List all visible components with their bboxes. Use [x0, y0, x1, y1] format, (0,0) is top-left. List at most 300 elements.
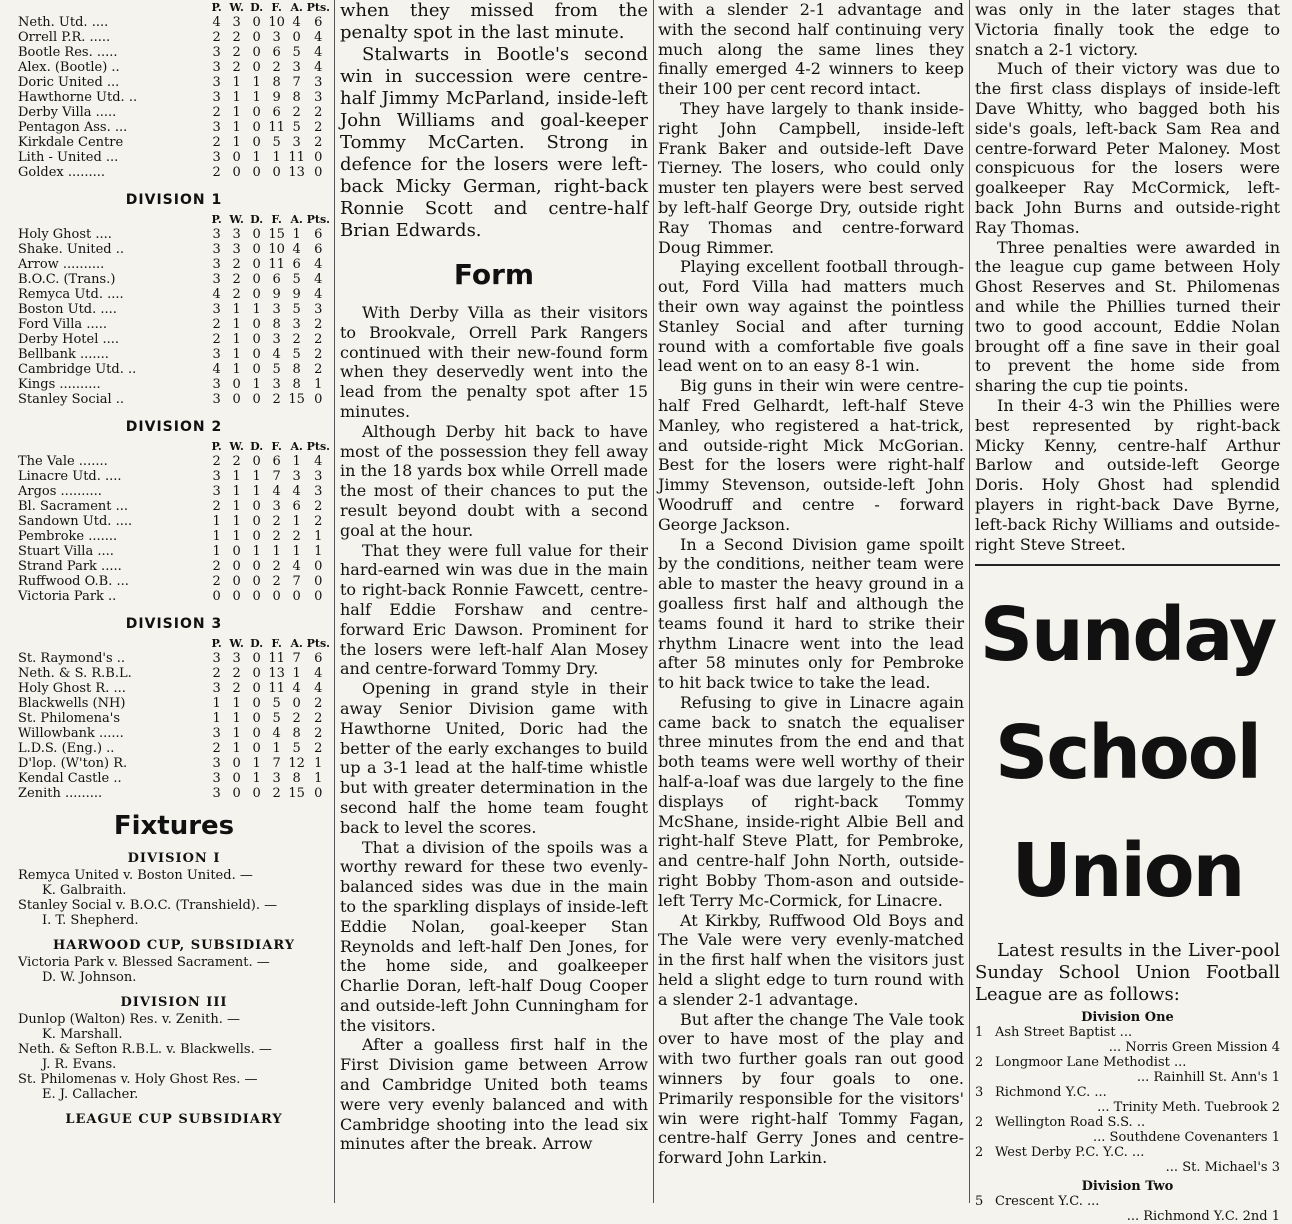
article-paragraph: That they were full value for their hard-earned win was due in the main to right-back Ronnie Fawcett, centre-half Eddie Forshaw and centre-forward Eric Dawson. Prominent for the losers were left-half Alan Mosey and centre-forward Tommy Dry.	[340, 540, 648, 679]
stat-p: 3	[212, 484, 221, 499]
team-name: Linacre Utd. ....	[18, 469, 122, 484]
fixture-match: Remyca United v. Boston United. —	[18, 868, 253, 883]
stat-d: 0	[252, 681, 261, 696]
table-row	[18, 771, 330, 786]
results-intro: Latest results in the Liver-pool Sunday School Union Football League are as follows:	[975, 940, 1280, 1006]
headline-line: Union	[1011, 828, 1244, 915]
fixture-referee: J. R. Evans.	[42, 1057, 117, 1072]
stat-f: 5	[272, 135, 281, 150]
column-header-a: A.	[290, 213, 303, 226]
article-paragraph: when they missed from the penalty spot in the last minute.	[340, 0, 648, 43]
stat-f: 3	[272, 771, 281, 786]
stat-w: 1	[232, 469, 241, 484]
team-name: Kings ..........	[18, 377, 101, 392]
away-score: 1	[1271, 1130, 1280, 1146]
stat-f: 7	[272, 469, 281, 484]
stat-f: 4	[272, 726, 281, 741]
stat-w: 2	[232, 60, 241, 75]
stat-p: 3	[212, 302, 221, 317]
stat-f: 1	[272, 741, 281, 756]
stat-pts: 4	[314, 666, 323, 681]
division-2-heading: DIVISION 2	[125, 419, 223, 435]
result-away	[975, 1100, 1280, 1115]
results-division-heading: Division Two	[1081, 1179, 1174, 1195]
fixture-referee: I. T. Shepherd.	[42, 913, 139, 928]
column-header-f: F.	[271, 213, 282, 226]
stat-w: 2	[232, 287, 241, 302]
stat-p: 3	[212, 150, 221, 165]
column-header-p: P.	[211, 637, 222, 650]
team-name: Kendal Castle ..	[18, 771, 122, 786]
stat-p: 3	[212, 771, 221, 786]
team-name: Holy Ghost ....	[18, 227, 112, 242]
stat-w: 2	[232, 45, 241, 60]
division-1-table	[18, 212, 330, 407]
stat-pts: 1	[314, 544, 323, 559]
home-score: 2	[975, 1115, 984, 1131]
stat-d: 0	[252, 651, 261, 666]
stat-f: 5	[272, 696, 281, 711]
stat-a: 15	[288, 786, 305, 801]
stat-p: 3	[212, 681, 221, 696]
division-1-heading: DIVISION 1	[125, 192, 223, 208]
stat-pts: 2	[314, 726, 323, 741]
stat-a: 4	[292, 681, 301, 696]
team-name: Blackwells (NH)	[18, 696, 126, 711]
result-home	[975, 1115, 1280, 1130]
stat-f: 3	[272, 499, 281, 514]
stat-d: 0	[252, 165, 261, 180]
stat-d: 0	[252, 786, 261, 801]
stat-pts: 3	[314, 90, 323, 105]
stat-p: 3	[212, 377, 221, 392]
stat-pts: 2	[314, 362, 323, 377]
article-paragraph: In their 4-3 win the Phillies were best represented by right-back Micky Kenny, centre-half Arthur Barlow and outside-left George Doris. Holy Ghost had splendid players in right-back Dave Byrne, left-back Richy Williams and outside-right Steve Street.	[975, 395, 1280, 554]
stat-f: 2	[272, 559, 281, 574]
stat-a: 4	[292, 242, 301, 257]
article-column-3	[658, 0, 964, 1203]
team-name: Pentagon Ass. ...	[18, 120, 128, 135]
table-row	[18, 786, 330, 801]
stat-p: 2	[212, 454, 221, 469]
table-row	[18, 150, 330, 165]
stat-pts: 6	[314, 15, 323, 30]
stat-w: 0	[232, 165, 241, 180]
stat-pts: 4	[314, 30, 323, 45]
column-header-d: D.	[250, 637, 264, 650]
stat-w: 3	[232, 227, 241, 242]
article-paragraph: With Derby Villa as their visitors to Brookvale, Orrell Park Rangers continued with their new-found form when they deservedly went into the lead from the penalty spot after 15 minutes.	[340, 303, 648, 421]
stat-d: 0	[252, 711, 261, 726]
team-name: L.D.S. (Eng.) ..	[18, 741, 115, 756]
stat-a: 8	[292, 377, 301, 392]
stat-w: 3	[232, 242, 241, 257]
stat-f: 9	[272, 90, 281, 105]
stat-f: 8	[272, 317, 281, 332]
stat-w: 1	[232, 529, 241, 544]
team-name: Holy Ghost R. ...	[18, 681, 126, 696]
stat-pts: 0	[314, 392, 323, 407]
stat-d: 0	[252, 317, 261, 332]
article-column-4	[975, 0, 1280, 1224]
fixture-match: St. Philomenas v. Holy Ghost Res. —	[18, 1072, 258, 1087]
stat-a: 4	[292, 484, 301, 499]
stat-p: 3	[212, 257, 221, 272]
stat-f: 5	[272, 711, 281, 726]
stat-pts: 4	[314, 272, 323, 287]
result-item	[975, 1055, 1280, 1085]
result-home	[975, 1055, 1280, 1070]
stat-w: 0	[232, 559, 241, 574]
team-name: Shake. United ..	[18, 242, 124, 257]
league-tables-column	[18, 0, 330, 1203]
stat-a: 6	[292, 257, 301, 272]
away-team: ... Norris Green Mission	[1108, 1040, 1268, 1056]
fixture-group-heading: DIVISION I	[127, 851, 221, 866]
stat-f: 3	[272, 30, 281, 45]
table-row	[18, 257, 330, 272]
stat-w: 1	[232, 484, 241, 499]
table-row	[18, 272, 330, 287]
stat-pts: 3	[314, 302, 323, 317]
senior-division-table	[18, 0, 330, 180]
fixture-referee: K. Marshall.	[42, 1027, 123, 1042]
stat-w: 1	[232, 135, 241, 150]
stat-a: 2	[292, 711, 301, 726]
result-away	[975, 1130, 1280, 1145]
home-team: Wellington Road S.S. ..	[995, 1115, 1146, 1131]
team-name: Derby Villa .....	[18, 105, 117, 120]
stat-p: 3	[212, 786, 221, 801]
home-score: 5	[975, 1194, 984, 1210]
article-paragraph: They have largely to thank inside-right John Campbell, inside-left Frank Baker and outside-left Dave Tierney. The losers, who could only muster ten players were best served by left-half George Dry, outside right Ray Thomas and centre-forward Doug Rimmer.	[658, 98, 964, 257]
stat-d: 0	[252, 242, 261, 257]
stat-pts: 6	[314, 651, 323, 666]
stat-p: 1	[212, 544, 221, 559]
stat-pts: 2	[314, 741, 323, 756]
stat-a: 3	[292, 469, 301, 484]
stat-d: 0	[252, 514, 261, 529]
article-paragraph: Playing excellent football through-out, Ford Villa had matters much their own way against the pointless Stanley Social and after turning round with a comfortable five goals lead went on to an easy 8-1 win.	[658, 257, 964, 376]
stat-w: 3	[232, 651, 241, 666]
team-name: Doric United ...	[18, 75, 120, 90]
stat-pts: 2	[314, 499, 323, 514]
stat-w: 1	[232, 332, 241, 347]
column-header-pts: Pts.	[306, 440, 330, 453]
table-row	[18, 75, 330, 90]
stat-d: 0	[252, 362, 261, 377]
stat-f: 2	[272, 392, 281, 407]
article-paragraph: Although Derby hit back to have most of the possession they fell away in the 18 yards box while Orrell made the most of their chances to put the result beyond doubt with a second goal at the hour.	[340, 421, 648, 540]
fixtures-list	[18, 851, 330, 1127]
stat-f: 6	[272, 454, 281, 469]
table-header-row	[18, 212, 330, 227]
team-name: Ford Villa .....	[18, 317, 107, 332]
article-column-2	[340, 0, 648, 1203]
stat-d: 0	[252, 454, 261, 469]
stat-p: 2	[212, 559, 221, 574]
fixture-item	[18, 898, 330, 928]
table-row	[18, 227, 330, 242]
column-header-p: P.	[211, 213, 222, 226]
section-divider	[975, 564, 1280, 566]
result-away	[975, 1070, 1280, 1085]
fixture-group-heading: DIVISION III	[120, 995, 228, 1010]
stat-pts: 2	[314, 317, 323, 332]
stat-a: 1	[292, 227, 301, 242]
article-paragraph: with a slender 2-1 advantage and with the second half continuing very much along the same lines they finally emerged 4-2 winners to keep their 100 per cent record intact.	[658, 0, 964, 99]
table-row	[18, 347, 330, 362]
stat-d: 0	[252, 227, 261, 242]
stat-f: 8	[272, 75, 281, 90]
stat-d: 0	[252, 272, 261, 287]
away-team: ... St. Michael's	[1165, 1160, 1268, 1176]
stat-pts: 2	[314, 347, 323, 362]
header-spacer	[18, 0, 207, 15]
result-away	[975, 1209, 1280, 1224]
team-name: St. Philomena's	[18, 711, 121, 726]
result-item	[975, 1085, 1280, 1115]
stat-f: 2	[272, 514, 281, 529]
stat-p: 3	[212, 651, 221, 666]
stat-d: 0	[252, 392, 261, 407]
stat-d: 0	[252, 287, 261, 302]
table-row	[18, 45, 330, 60]
fixture-match: Victoria Park v. Blessed Sacrament. —	[18, 955, 270, 970]
stat-a: 5	[292, 272, 301, 287]
stat-w: 1	[232, 317, 241, 332]
stat-w: 1	[232, 741, 241, 756]
stat-w: 1	[232, 302, 241, 317]
result-home	[975, 1025, 1280, 1040]
stat-d: 0	[252, 574, 261, 589]
table-row	[18, 574, 330, 589]
stat-d: 0	[252, 332, 261, 347]
stat-f: 0	[272, 165, 281, 180]
stat-a: 2	[292, 332, 301, 347]
stat-p: 3	[212, 120, 221, 135]
stat-d: 1	[252, 544, 261, 559]
fixture-group-heading: HARWOOD CUP, SUBSIDIARY	[52, 938, 296, 953]
stat-d: 1	[252, 75, 261, 90]
table-row	[18, 589, 330, 604]
table-row	[18, 317, 330, 332]
stat-w: 0	[232, 574, 241, 589]
article-paragraph: Much of their victory was due to the first class displays of inside-left Dave Whitty, who bagged both his side's goals, left-back Sam Rea and centre-forward Peter Maloney. Most conspicuous for the losers were goalkeeper Ray McCormick, left-back John Burns and outside-right Ray Thomas.	[975, 59, 1280, 237]
stat-d: 0	[252, 726, 261, 741]
stat-w: 2	[232, 681, 241, 696]
stat-w: 1	[232, 105, 241, 120]
stat-pts: 2	[314, 135, 323, 150]
header-spacer	[18, 212, 207, 227]
fixture-referee: E. J. Callacher.	[42, 1087, 139, 1102]
stat-f: 11	[268, 120, 285, 135]
result-item	[975, 1145, 1280, 1175]
column-header-w: W.	[229, 1, 244, 14]
stat-a: 6	[292, 499, 301, 514]
team-name: Stanley Social ..	[18, 392, 125, 407]
stat-pts: 0	[314, 786, 323, 801]
stat-f: 9	[272, 287, 281, 302]
stat-w: 2	[232, 454, 241, 469]
form-subheading: Form	[453, 258, 535, 291]
stat-f: 2	[272, 786, 281, 801]
stat-pts: 0	[314, 150, 323, 165]
stat-w: 2	[232, 666, 241, 681]
stat-pts: 4	[314, 454, 323, 469]
stat-a: 4	[292, 559, 301, 574]
stat-a: 5	[292, 120, 301, 135]
stat-f: 5	[272, 362, 281, 377]
stat-a: 5	[292, 45, 301, 60]
column-header-f: F.	[271, 440, 282, 453]
stat-d: 0	[252, 15, 261, 30]
team-name: Victoria Park ..	[18, 589, 117, 604]
team-name: Cambridge Utd. ..	[18, 362, 137, 377]
column-header-f: F.	[271, 1, 282, 14]
team-name: Boston Utd. ....	[18, 302, 117, 317]
column-rule	[334, 0, 335, 1203]
stat-pts: 1	[314, 771, 323, 786]
stat-f: 15	[268, 227, 285, 242]
stat-pts: 4	[314, 60, 323, 75]
stat-a: 2	[292, 529, 301, 544]
division-2-table	[18, 439, 330, 604]
fixture-item	[18, 1042, 330, 1072]
fixture-match: Neth. & Sefton R.B.L. v. Blackwells. —	[18, 1042, 272, 1057]
column-header-a: A.	[290, 1, 303, 14]
stat-a: 11	[288, 150, 305, 165]
table-row	[18, 454, 330, 469]
result-item	[975, 1115, 1280, 1145]
column-header-w: W.	[229, 637, 244, 650]
stat-w: 0	[232, 150, 241, 165]
stat-f: 4	[272, 347, 281, 362]
stat-w: 1	[232, 347, 241, 362]
home-score: 3	[975, 1085, 984, 1101]
sunday-school-union-headline	[975, 576, 1280, 930]
result-item	[975, 1025, 1280, 1055]
stat-f: 2	[272, 60, 281, 75]
column-header-pts: Pts.	[306, 637, 330, 650]
stat-a: 3	[292, 60, 301, 75]
table-header-row	[18, 0, 330, 15]
away-team: ... Southdene Covenanters	[1093, 1130, 1268, 1146]
article-paragraph: In a Second Division game spoilt by the conditions, neither team were able to master the heavy ground in a goalless first half and although the teams found it hard to strike their rhythm Linacre went into the lead after 58 minutes only for Pembroke to hit back twice to take the lead.	[658, 534, 964, 693]
home-team: West Derby P.C. Y.C. ...	[995, 1145, 1145, 1161]
team-name: The Vale .......	[18, 454, 108, 469]
header-spacer	[18, 636, 207, 651]
division-3-table	[18, 636, 330, 801]
stat-p: 2	[212, 666, 221, 681]
headline-line: Sunday	[979, 592, 1276, 679]
stat-pts: 4	[314, 681, 323, 696]
stat-pts: 3	[314, 75, 323, 90]
stat-p: 2	[212, 105, 221, 120]
stat-p: 4	[212, 362, 221, 377]
stat-p: 1	[212, 529, 221, 544]
home-score: 2	[975, 1145, 984, 1161]
home-score: 1	[975, 1025, 984, 1041]
stat-w: 2	[232, 30, 241, 45]
table-row	[18, 681, 330, 696]
stat-pts: 0	[314, 574, 323, 589]
team-name: Orrell P.R. .....	[18, 30, 111, 45]
stat-w: 1	[232, 711, 241, 726]
table-row	[18, 362, 330, 377]
table-row	[18, 165, 330, 180]
header-spacer	[18, 439, 207, 454]
stat-d: 1	[252, 90, 261, 105]
stat-p: 3	[212, 90, 221, 105]
table-row	[18, 514, 330, 529]
stat-p: 3	[212, 347, 221, 362]
stat-f: 1	[272, 544, 281, 559]
stat-a: 7	[292, 651, 301, 666]
team-name: Sandown Utd. ....	[18, 514, 133, 529]
table-row	[18, 135, 330, 150]
away-score: 1	[1271, 1070, 1280, 1086]
stat-p: 1	[212, 711, 221, 726]
stat-f: 11	[268, 257, 285, 272]
team-name: Bellbank .......	[18, 347, 109, 362]
stat-pts: 2	[314, 514, 323, 529]
stat-a: 15	[288, 392, 305, 407]
result-home	[975, 1145, 1280, 1160]
team-name: B.O.C. (Trans.)	[18, 272, 116, 287]
stat-w: 0	[232, 756, 241, 771]
team-name: Bootle Res. .....	[18, 45, 118, 60]
table-row	[18, 499, 330, 514]
stat-d: 0	[252, 741, 261, 756]
column-rule	[653, 0, 654, 1203]
stat-pts: 2	[314, 120, 323, 135]
stat-p: 1	[212, 696, 221, 711]
stat-d: 0	[252, 666, 261, 681]
stat-pts: 2	[314, 711, 323, 726]
stat-a: 5	[292, 347, 301, 362]
stat-p: 2	[212, 165, 221, 180]
result-item	[975, 1194, 1280, 1224]
fixture-group-heading: LEAGUE CUP SUBSIDIARY	[65, 1112, 283, 1127]
stat-pts: 6	[314, 242, 323, 257]
stat-p: 2	[212, 30, 221, 45]
stat-d: 1	[252, 150, 261, 165]
stat-a: 12	[288, 756, 305, 771]
column-header-w: W.	[229, 440, 244, 453]
table-row	[18, 302, 330, 317]
stat-f: 13	[268, 666, 285, 681]
stat-w: 1	[232, 120, 241, 135]
fixture-referee: K. Galbraith.	[42, 883, 127, 898]
result-home	[975, 1194, 1280, 1209]
team-name: Argos ..........	[18, 484, 102, 499]
stat-f: 6	[272, 272, 281, 287]
column-header-f: F.	[271, 637, 282, 650]
article-paragraph: That a division of the spoils was a worthy reward for these two evenly-balanced sides was due in the main to the sparkling displays of inside-left Eddie Nolan, goal-keeper Stan Reynolds and left-half Den Jones, for the home side, and goalkeeper Charlie Doran, left-half Doug Cooper and outside-left John Cunningham for the visitors.	[340, 837, 648, 1035]
fixture-referee: D. W. Johnson.	[42, 970, 137, 985]
stat-pts: 1	[314, 529, 323, 544]
away-score: 4	[1271, 1040, 1280, 1056]
home-team: Ash Street Baptist ...	[995, 1025, 1133, 1041]
table-header-row	[18, 439, 330, 454]
stat-p: 3	[212, 45, 221, 60]
stat-p: 4	[212, 287, 221, 302]
stat-p: 3	[212, 272, 221, 287]
stat-a: 1	[292, 544, 301, 559]
fixture-item	[18, 1012, 330, 1042]
stat-pts: 2	[314, 105, 323, 120]
